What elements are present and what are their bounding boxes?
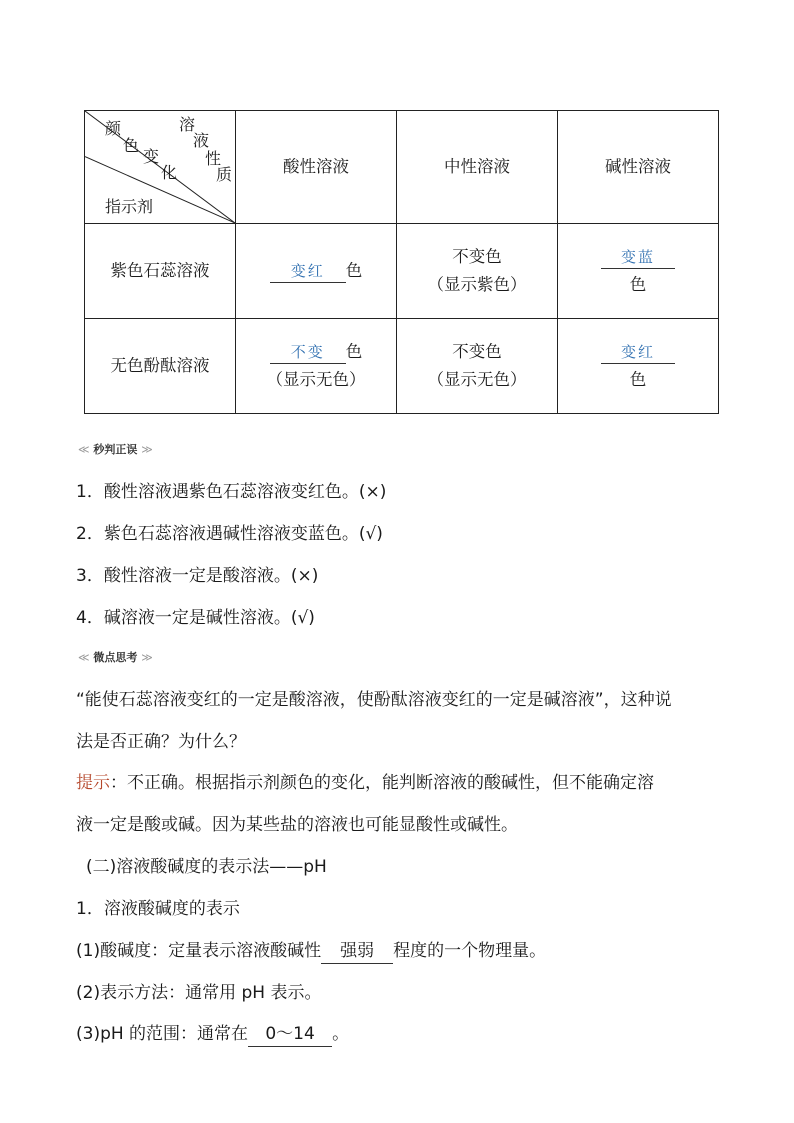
answer-blank: 变红 <box>601 341 675 364</box>
corner-color-char: 颜 <box>105 119 122 138</box>
think-question-line1: “能使石蕊溶液变红的一定是酸溶液，使酚酞溶液变红的一定是碱溶液”，这种说 <box>76 690 672 710</box>
ornament-right-icon: ≫ <box>141 651 153 664</box>
text-span: (1)酸碱度：定量表示溶液酸碱性 <box>76 941 322 961</box>
indicator-table <box>84 110 719 414</box>
cell-litmus-acid <box>236 224 397 319</box>
row-label-litmus: 紫色石蕊溶液 <box>85 224 236 319</box>
row-label-phenolphthalein: 无色酚酞溶液 <box>85 319 236 414</box>
cell-suffix: 色 <box>345 342 363 361</box>
cell-line: 不变色 <box>452 342 502 361</box>
cell-line: 不变色 <box>452 247 502 266</box>
corner-nature-char: 性 <box>205 149 222 168</box>
text-span: 。 <box>332 1024 350 1044</box>
cell-suffix: 色 <box>345 261 363 280</box>
judge-item-3: 3．酸性溶液一定是酸溶液。(×) <box>76 566 319 586</box>
corner-indicator-label: 指示剂 <box>105 197 154 216</box>
fill-blank: 0～14 <box>248 1022 332 1047</box>
cell-line: （显示无色） <box>266 370 366 389</box>
section-tag-think <box>78 651 153 665</box>
answer-blank: 变红 <box>270 260 346 283</box>
corner-nature-char: 溶 <box>179 115 196 134</box>
corner-color-char: 色 <box>123 136 140 155</box>
header-basic: 碱性溶液 <box>558 111 719 224</box>
table-row-phenolphthalein <box>85 319 719 414</box>
corner-nature-char: 液 <box>193 131 210 150</box>
ph-item-1-1 <box>76 939 546 964</box>
text-span: 程度的一个物理量。 <box>393 941 547 961</box>
table-corner-cell <box>85 111 236 224</box>
corner-color-char: 化 <box>161 163 178 182</box>
fill-blank: 强弱 <box>321 939 393 964</box>
answer-blank: 不变 <box>270 341 346 364</box>
ornament-left-icon: ≪ <box>78 651 90 664</box>
cell-litmus-neutral <box>397 224 558 319</box>
cell-suffix: 色 <box>629 370 647 389</box>
table-row-litmus <box>85 224 719 319</box>
cell-line: （显示无色） <box>427 370 527 389</box>
corner-color-char: 变 <box>143 147 160 166</box>
think-hint-line2: 液一定是酸或碱。因为某些盐的溶液也可能显酸性或碱性。 <box>76 815 518 835</box>
hint-text: ：不正确。根据指示剂颜色的变化，能判断溶液的酸碱性，但不能确定溶 <box>110 773 654 793</box>
corner-nature-char: 质 <box>216 165 233 184</box>
cell-line: （显示紫色） <box>427 275 527 294</box>
ph-item-1: 1．溶液酸碱度的表示 <box>76 899 240 919</box>
hint-label: 提示 <box>76 773 110 793</box>
judge-item-4: 4．碱溶液一定是碱性溶液。(√) <box>76 608 315 628</box>
cell-phenol-neutral <box>397 319 558 414</box>
judge-item-1: 1．酸性溶液遇紫色石蕊溶液变红色。(×) <box>76 482 387 502</box>
ornament-right-icon: ≫ <box>141 443 153 456</box>
answer-blank: 变蓝 <box>601 246 675 269</box>
ph-item-1-2: (2)表示方法：通常用 pH 表示。 <box>76 983 322 1003</box>
ph-section-heading: (二)溶液酸碱度的表示法——pH <box>86 857 327 877</box>
section-tag-judge <box>78 443 153 457</box>
header-acidic: 酸性溶液 <box>236 111 397 224</box>
header-neutral: 中性溶液 <box>397 111 558 224</box>
text-span: (3)pH 的范围：通常在 <box>76 1024 249 1044</box>
section-tag-label: 秒判正误 <box>93 443 138 456</box>
cell-suffix: 色 <box>629 275 647 294</box>
cell-litmus-base <box>558 224 719 319</box>
think-hint-line1 <box>76 771 654 795</box>
table-header-row <box>85 111 719 224</box>
cell-phenol-base <box>558 319 719 414</box>
think-question-line2: 法是否正确？为什么？ <box>76 732 246 752</box>
judge-item-2: 2．紫色石蕊溶液遇碱性溶液变蓝色。(√) <box>76 524 383 544</box>
ornament-left-icon: ≪ <box>78 443 90 456</box>
ph-item-1-3 <box>76 1022 349 1047</box>
section-tag-label: 微点思考 <box>93 651 138 664</box>
cell-phenol-acid <box>236 319 397 414</box>
